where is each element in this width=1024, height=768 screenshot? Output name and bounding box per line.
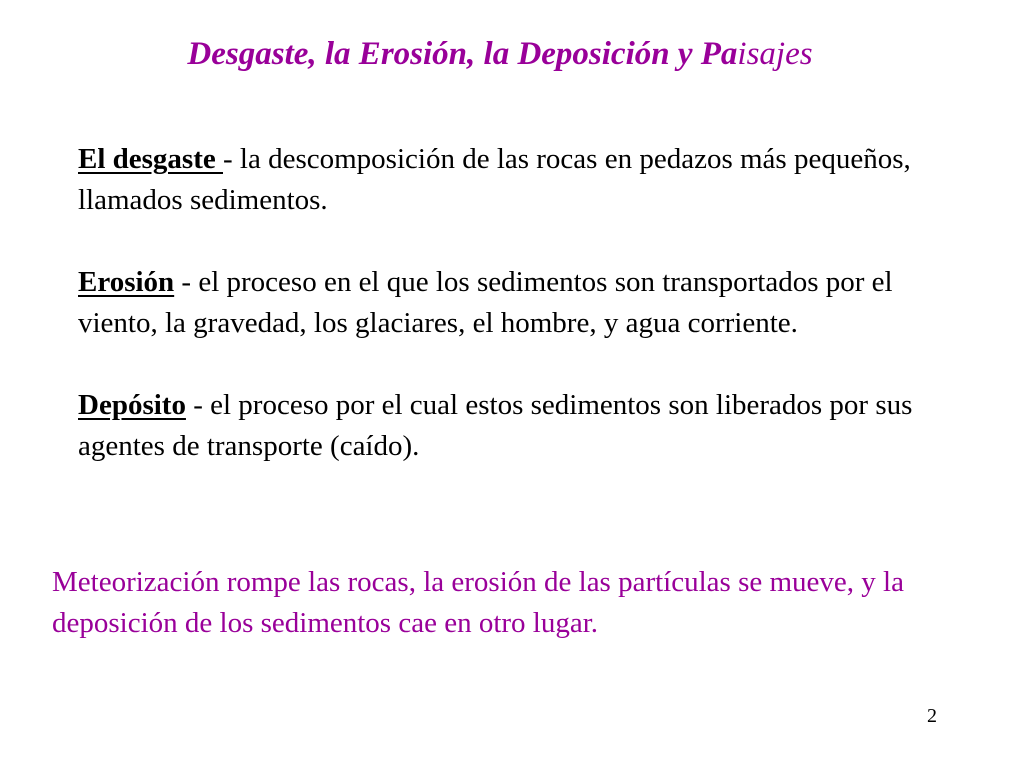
definition-erosion <box>78 262 978 344</box>
definition-deposito <box>78 385 978 467</box>
definition-term: El desgaste <box>78 143 223 175</box>
definitions-list <box>78 139 978 467</box>
title-normal-part: isajes <box>737 36 813 72</box>
summary-text: Meteorización rompe las rocas, la erosión de las partículas se mueve, y la deposición de los sedimentos cae en otro lugar. <box>52 566 904 639</box>
definition-desgaste <box>78 139 978 221</box>
definition-text: - la descomposición de las rocas en pedazos más pequeños, llamados sedimentos. <box>78 143 911 216</box>
title-bold-part: Desgaste, la Erosión, la Deposición y Pa <box>187 36 738 72</box>
definition-text: - el proceso por el cual estos sedimentos son liberados por sus agentes de transporte (caído). <box>78 389 913 462</box>
slide-title <box>0 36 1000 73</box>
page-number: 2 <box>927 705 937 727</box>
definition-term: Depósito <box>78 389 186 421</box>
definition-text: - el proceso en el que los sedimentos son transportados por el viento, la gravedad, los glaciares, el hombre, y agua corriente. <box>78 266 893 339</box>
definition-term: Erosión <box>78 266 175 298</box>
